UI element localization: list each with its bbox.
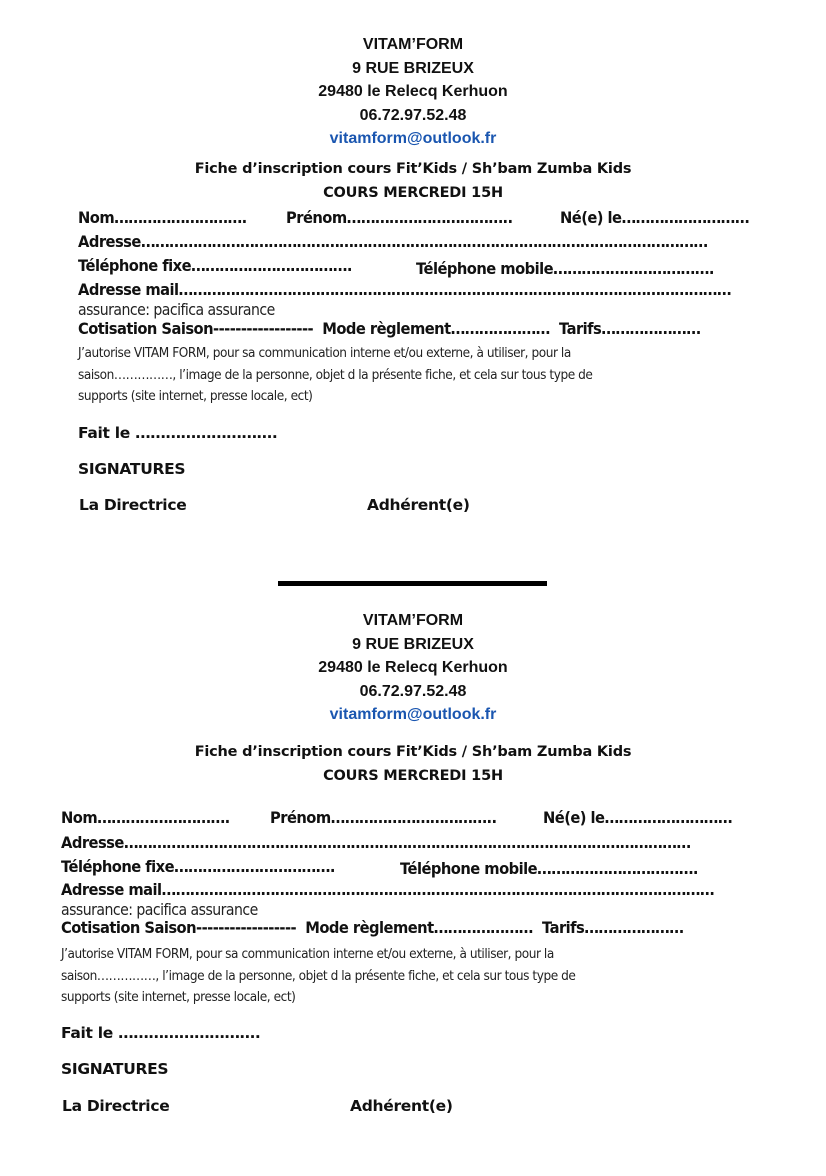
insurance-text: assurance: pacifica assurance bbox=[78, 300, 275, 319]
signature-directrice: La Directrice bbox=[79, 496, 187, 514]
authorization-line: J’autorise VITAM FORM, pour sa communication interne et/ou externe, à utiliser, pour la bbox=[78, 345, 571, 361]
insurance-text: assurance: pacifica assurance bbox=[61, 900, 258, 919]
form-title: Fiche d’inscription cours Fit’Kids / Sh’bam Zumba Kids bbox=[194, 744, 632, 760]
name-row bbox=[78, 208, 247, 227]
name-row bbox=[61, 808, 230, 827]
prenom-field[interactable]: Prénom…………………………….. bbox=[286, 208, 513, 227]
authorization-line: saison……………, l’image de la personne, objet d la présente fiche, et cela sur tous type de bbox=[78, 366, 593, 383]
nom-field[interactable]: Nom………………………. bbox=[61, 808, 230, 827]
cotisation-field[interactable]: Cotisation Saison------------------ bbox=[61, 918, 297, 937]
authorization-line: supports (site internet, presse locale, ect) bbox=[78, 388, 313, 404]
signature-adherent: Adhérent(e) bbox=[367, 496, 470, 514]
payment-mode-field[interactable]: Mode règlement………………… bbox=[322, 319, 550, 338]
club-header bbox=[0, 609, 826, 727]
tarifs-field[interactable]: Tarifs………………… bbox=[558, 319, 701, 338]
payment-mode-field[interactable]: Mode règlement………………… bbox=[305, 918, 533, 937]
club-phone: 06.72.97.52.48 bbox=[359, 682, 467, 700]
email-row bbox=[78, 280, 731, 299]
email-field[interactable]: Adresse mail……………………………………………………………………………………………………… bbox=[78, 280, 732, 299]
authorization-line: saison……………, l’image de la personne, objet d la présente fiche, et cela sur tous type de bbox=[61, 967, 576, 984]
birthdate-row bbox=[560, 208, 749, 227]
address-field[interactable]: Adresse………………………………………………………………………………………………………… bbox=[61, 833, 691, 852]
date-field[interactable]: Fait le ………………………. bbox=[78, 424, 278, 442]
signature-directrice: La Directrice bbox=[62, 1097, 170, 1115]
address-field[interactable]: Adresse………………………………………………………………………………………………………… bbox=[78, 232, 708, 251]
club-name: VITAM’FORM bbox=[362, 612, 464, 629]
payment-row bbox=[78, 319, 700, 338]
phone-fixed-row bbox=[61, 857, 335, 876]
club-phone: 06.72.97.52.48 bbox=[359, 106, 467, 124]
prenom-field[interactable]: Prénom…………………………….. bbox=[270, 808, 497, 827]
tarifs-field[interactable]: Tarifs………………… bbox=[541, 918, 684, 937]
signatures-label: SIGNATURES bbox=[78, 460, 186, 478]
email-field[interactable]: Adresse mail……………………………………………………………………………………………………… bbox=[61, 880, 715, 899]
club-header bbox=[0, 33, 826, 151]
image-authorization bbox=[78, 343, 708, 408]
form-subtitle: COURS MERCREDI 15H bbox=[323, 768, 503, 784]
form-title: Fiche d’inscription cours Fit’Kids / Sh’bam Zumba Kids bbox=[194, 161, 632, 177]
club-city: 29480 le Relecq Kerhuon bbox=[318, 659, 508, 676]
authorization-line: supports (site internet, presse locale, ect) bbox=[61, 989, 296, 1005]
signatures-label: SIGNATURES bbox=[61, 1060, 169, 1078]
birthdate-field[interactable]: Né(e) le……………………… bbox=[543, 808, 733, 827]
address-row bbox=[78, 232, 708, 251]
authorization-line: J’autorise VITAM FORM, pour sa communication interne et/ou externe, à utiliser, pour la bbox=[61, 946, 554, 962]
phone-mobile-row bbox=[400, 859, 698, 878]
club-street: 9 RUE BRIZEUX bbox=[352, 635, 474, 653]
phone-fixed-field[interactable]: Téléphone fixe……………………………. bbox=[78, 256, 352, 275]
phone-fixed-row bbox=[78, 256, 352, 275]
club-street: 9 RUE BRIZEUX bbox=[352, 59, 474, 77]
form-title-block bbox=[0, 157, 826, 205]
signature-adherent: Adhérent(e) bbox=[350, 1097, 453, 1115]
address-row bbox=[61, 833, 691, 852]
prenom-row bbox=[286, 208, 513, 227]
phone-mobile-field[interactable]: Téléphone mobile……………………………. bbox=[416, 259, 714, 278]
phone-mobile-field[interactable]: Téléphone mobile……………………………. bbox=[400, 859, 698, 878]
nom-field[interactable]: Nom………………………. bbox=[78, 208, 247, 227]
club-email-link[interactable]: vitamform@outlook.fr bbox=[329, 706, 497, 723]
birthdate-field[interactable]: Né(e) le……………………… bbox=[560, 208, 750, 227]
club-email-link[interactable]: vitamform@outlook.fr bbox=[329, 130, 497, 147]
form-title-block bbox=[0, 740, 826, 788]
image-authorization bbox=[61, 944, 691, 1009]
cotisation-field[interactable]: Cotisation Saison------------------ bbox=[78, 319, 314, 338]
payment-row bbox=[61, 918, 683, 937]
phone-fixed-field[interactable]: Téléphone fixe……………………………. bbox=[61, 857, 335, 876]
phone-mobile-row bbox=[416, 259, 714, 278]
club-name: VITAM’FORM bbox=[362, 36, 464, 53]
birthdate-row bbox=[543, 808, 732, 827]
email-row bbox=[61, 880, 714, 899]
club-city: 29480 le Relecq Kerhuon bbox=[318, 83, 508, 100]
cut-separator-line bbox=[278, 581, 547, 586]
date-field[interactable]: Fait le ………………………. bbox=[61, 1024, 261, 1042]
prenom-row bbox=[270, 808, 497, 827]
form-subtitle: COURS MERCREDI 15H bbox=[323, 185, 503, 201]
